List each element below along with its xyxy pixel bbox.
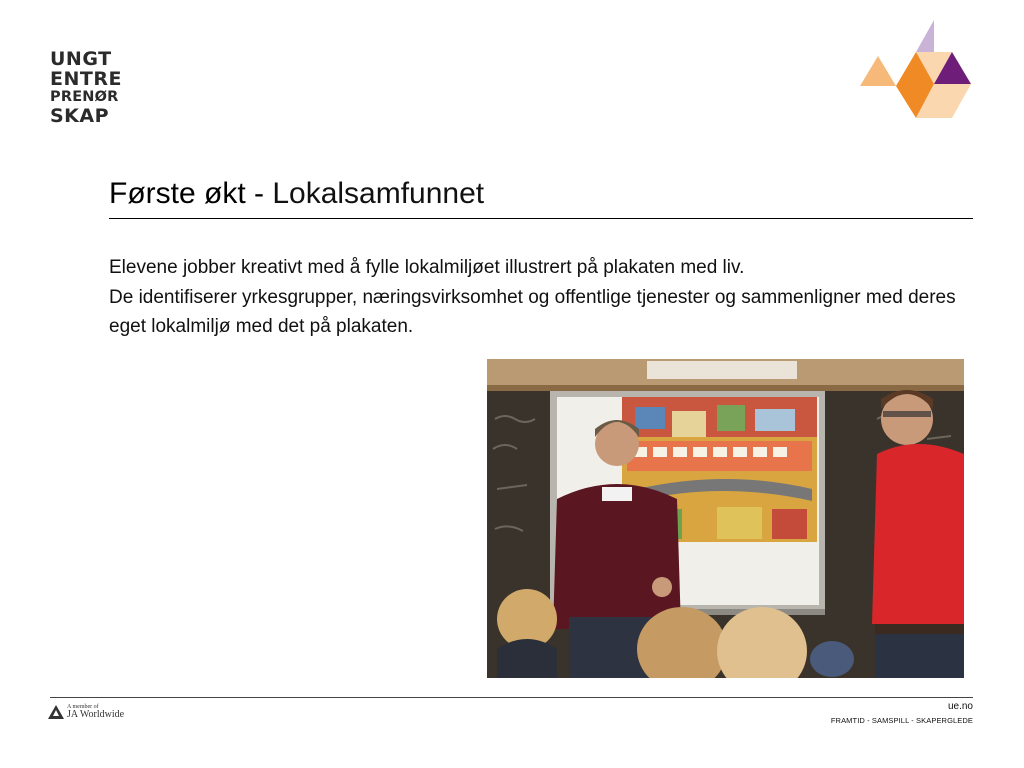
footer-url: ue.no (947, 701, 973, 712)
logo-line-4: SKAP (50, 104, 110, 127)
triangle-logo-icon (856, 18, 976, 120)
logo-line-1: UNGT (50, 48, 112, 70)
body-paragraph-2: De identifiserer yrkesgrupper, næringsvirksomhet og offentlige tjenester og sammenligner med deres eget lokalmiljø med det på plakaten. (109, 286, 956, 337)
ja-worldwide-logo (48, 704, 124, 720)
title-main: Første økt (109, 177, 246, 210)
slide-title (109, 174, 973, 214)
ja-name: JA Worldwide (67, 709, 125, 720)
slide-body (109, 253, 979, 342)
footer-tagline: FRAMTID - SAMSPILL - SKAPERGLEDE (830, 716, 973, 725)
ja-triangle-icon (48, 705, 64, 719)
classroom-photo (487, 359, 964, 678)
ue-logo (50, 50, 122, 127)
title-divider (109, 218, 973, 219)
body-paragraph-1: Elevene jobber kreativt med å fylle lokalmiljøet illustrert på plakaten med liv. (109, 257, 745, 278)
footer-divider (50, 697, 973, 698)
logo-line-3: PRENØR (50, 89, 119, 105)
title-sub: Lokalsamfunnet (272, 177, 485, 210)
ja-member-label: A member of (67, 704, 99, 710)
logo-line-2: ENTRE (50, 68, 122, 90)
title-separator: - (245, 177, 273, 210)
